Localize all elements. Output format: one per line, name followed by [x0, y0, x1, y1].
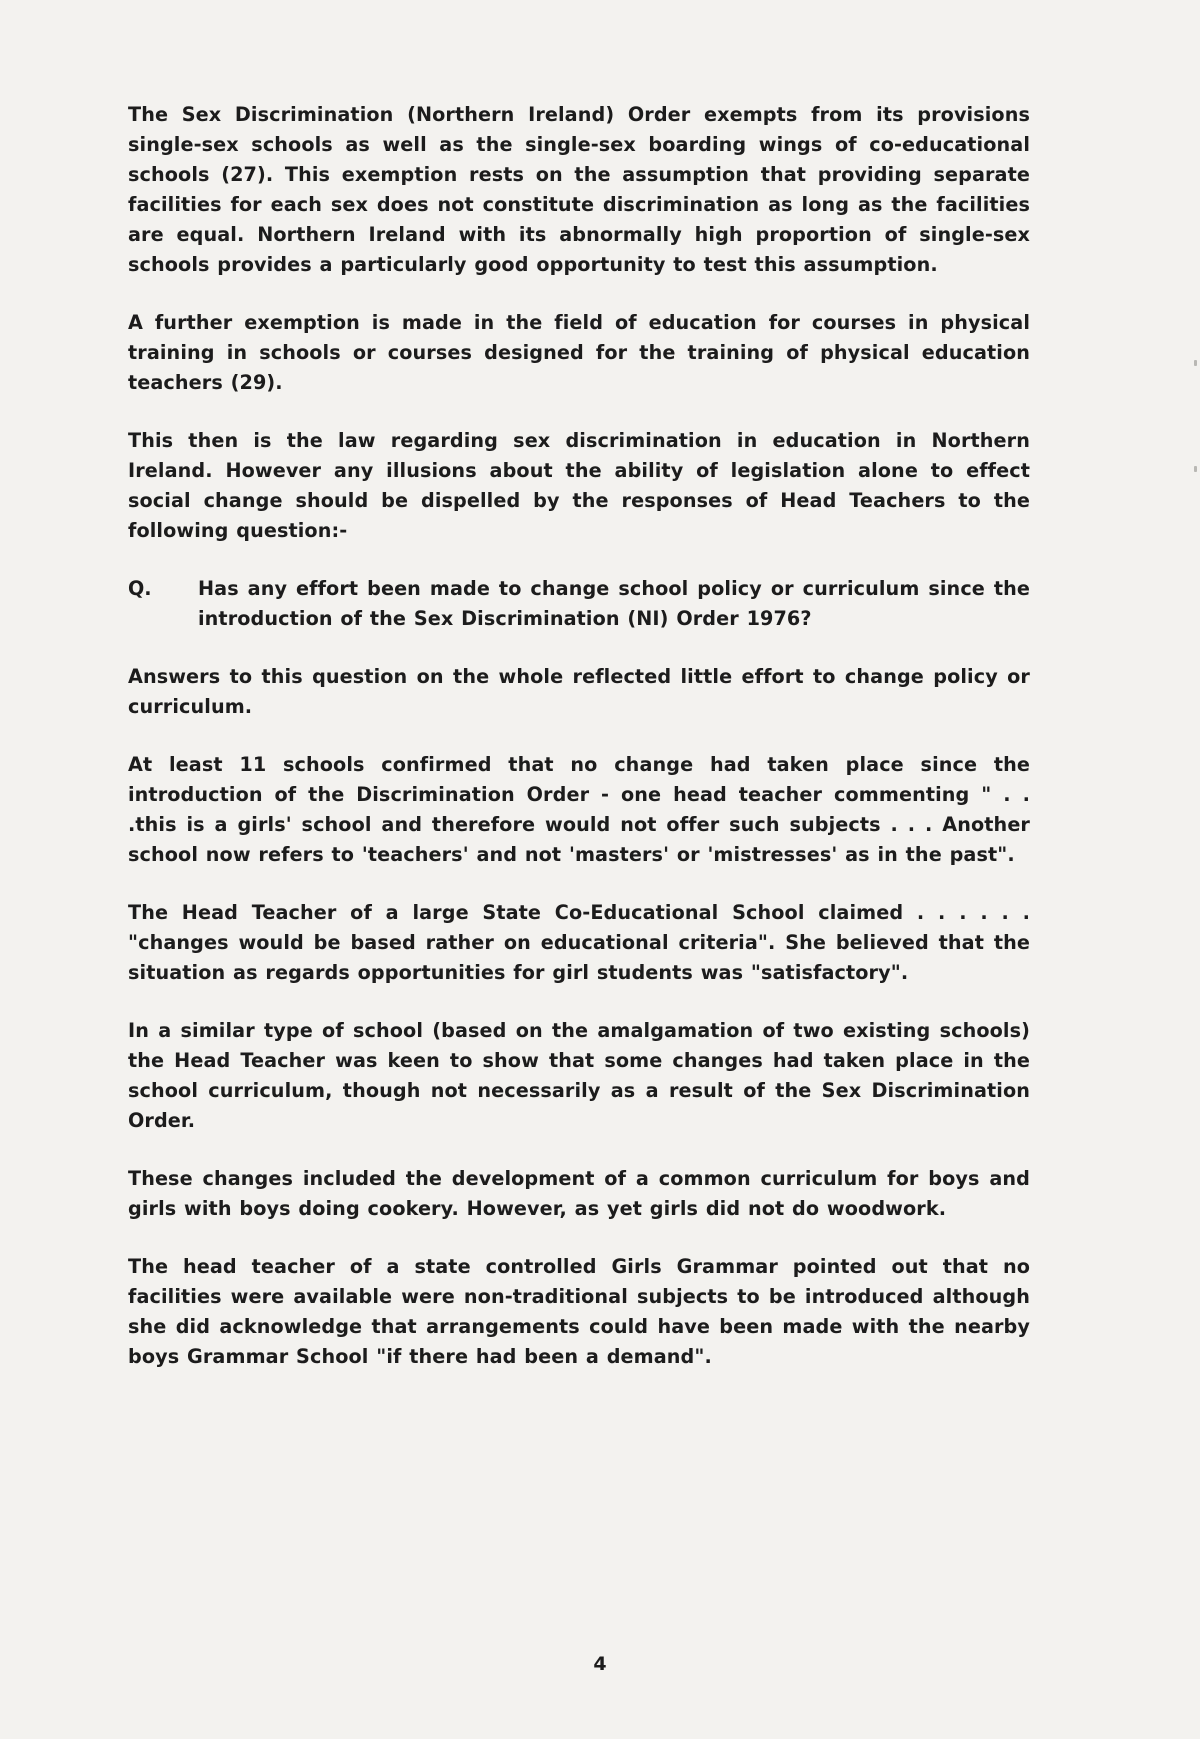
paragraph-law-summary: This then is the law regarding sex discrimination in education in Northern Ireland. However any illusions about the ability of legislation alone to effect social change should be dispelled by the responses of Head Teachers to the following question:- [128, 429, 1030, 542]
question-block [128, 574, 1030, 634]
question-text: Has any effort been made to change school policy or curriculum since the introduction of the Sex Discrimination (NI) Order 1976? [198, 577, 1030, 630]
paragraph-exemption-physical-training: A further exemption is made in the field of education for courses in physical training in schools or courses designed for the training of physical education teachers (29). [128, 311, 1030, 394]
paragraph-answers-summary: Answers to this question on the whole reflected little effort to change policy or curriculum. [128, 665, 1030, 718]
paragraph-amalgamated-school: In a similar type of school (based on the amalgamation of two existing schools) the Head Teacher was keen to show that some changes had taken place in the school curriculum, though not necessarily as a result of the Sex Discrimination Order. [128, 1019, 1030, 1132]
paragraph-girls-grammar: The head teacher of a state controlled Girls Grammar pointed out that no facilities were available were non-traditional subjects to be introduced although she did acknowledge that arrangements could have been made with the nearby boys Grammar School "if there had been a demand". [128, 1255, 1030, 1368]
page-number: 4 [593, 1653, 607, 1675]
paragraph-curriculum-changes: These changes included the development of a common curriculum for boys and girls with boys doing cookery. However, as yet girls did not do woodwork. [128, 1167, 1030, 1220]
scan-speck [1194, 360, 1197, 366]
paragraph-no-change-schools: At least 11 schools confirmed that no change had taken place since the introduction of the Discrimination Order - one head teacher commenting " . . .this is a girls' school and therefore would not offer such subjects . . . Another school now refers to 'teachers' and not 'masters' or 'mistresses' as in the past". [128, 753, 1030, 866]
question-label: Q. [128, 577, 152, 600]
paragraph-exemption-single-sex: The Sex Discrimination (Northern Ireland) Order exempts from its provisions single-sex schools as well as the single-sex boarding wings of co-educational schools (27). This exemption rests on the assumption that providing separate facilities for each sex does not constitute discrimination as long as the facilities are equal. Northern Ireland with its abnormally high proportion of single-sex schools provides a particularly good opportunity to test this assumption. [128, 103, 1030, 276]
paragraph-coeducational-head: The Head Teacher of a large State Co-Educational School claimed . . . . . . "changes would be based rather on educational criteria". She believed that the situation as regards opportunities for girl students was "satisfactory". [128, 901, 1030, 984]
document-body [128, 100, 1030, 1400]
scan-speck [1194, 466, 1197, 472]
